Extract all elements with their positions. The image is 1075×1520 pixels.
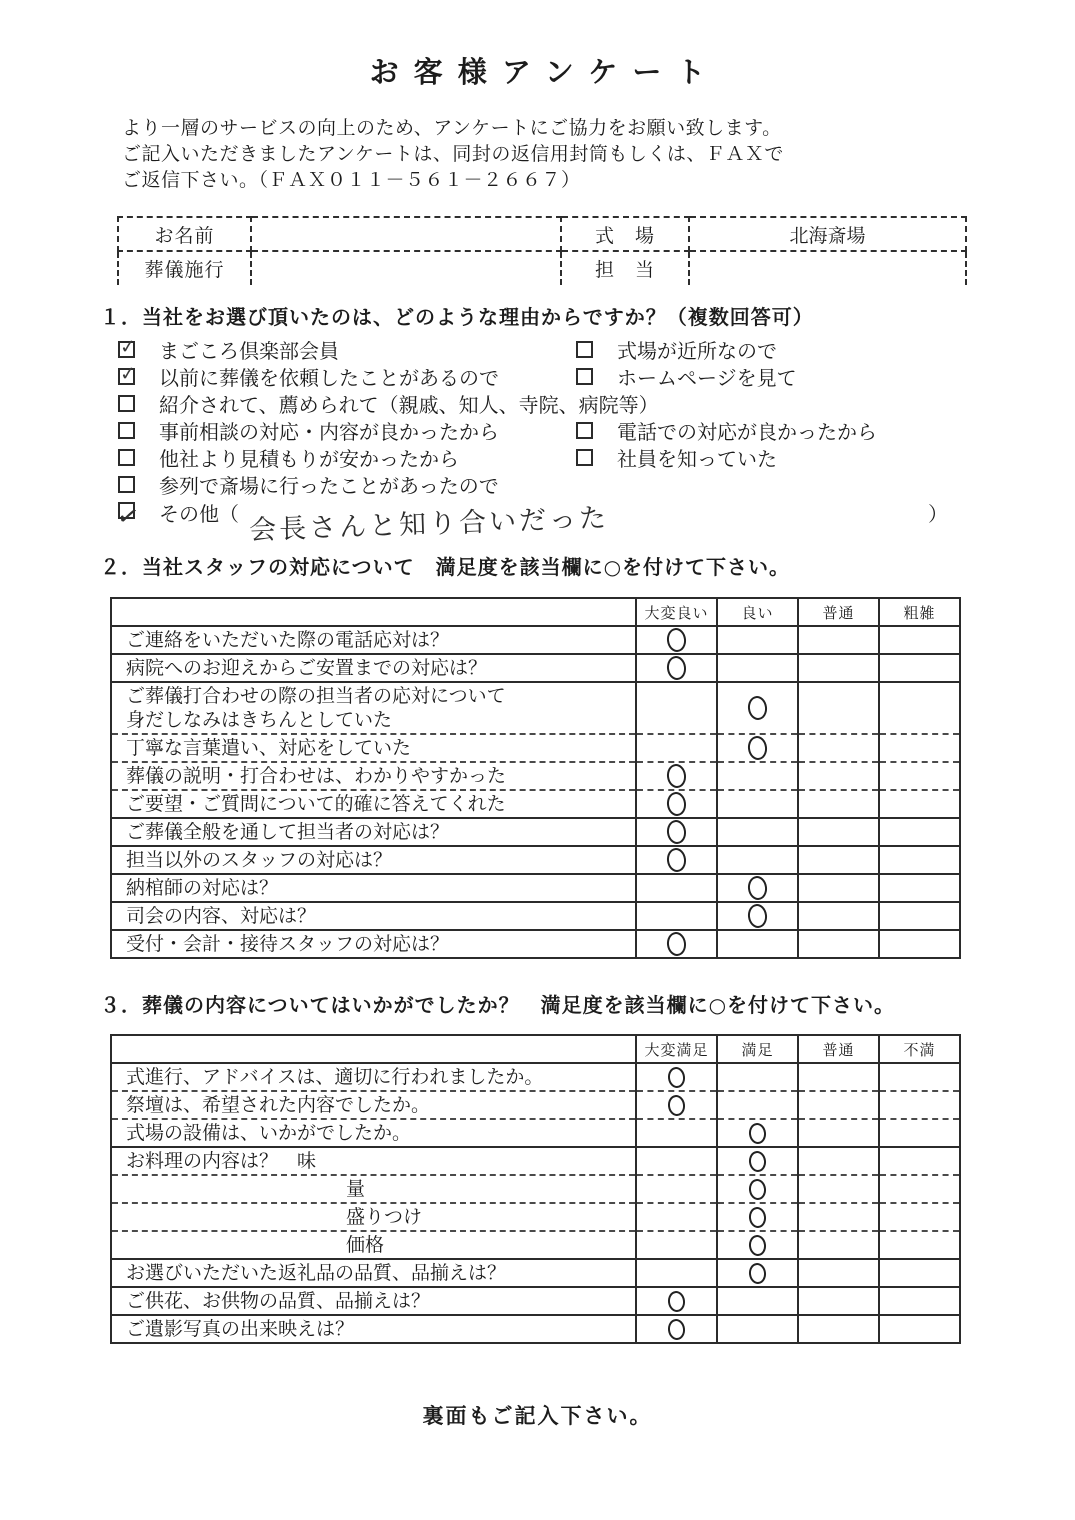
q1-option [576,335,777,364]
rating-cell[interactable] [879,1231,960,1259]
checkbox-icon[interactable] [118,362,137,386]
q1-option [576,443,777,472]
rating-cell[interactable] [798,1259,879,1287]
q1-option-label: 参列で斎場に行ったことがあったので [159,474,499,498]
circle-mark [748,1122,767,1145]
checkbox-icon[interactable] [118,395,135,412]
q1-option [118,416,576,445]
q1-option-row [114,498,948,547]
rating-cell[interactable] [636,930,717,958]
survey-row [111,654,960,682]
rating-cell[interactable] [717,790,798,818]
rating-cell[interactable] [717,762,798,790]
circle-mark [667,1318,686,1341]
rating-cell[interactable] [798,1287,879,1315]
q1-option [114,498,610,547]
circle-mark [666,847,688,873]
q1-option-label: 事前相談の対応・内容が良かったから [159,420,499,444]
survey-row [111,790,960,818]
circle-mark [748,1206,767,1229]
page-title: お客様アンケート [369,55,721,89]
rating-cell[interactable] [636,626,717,654]
rating-cell[interactable] [798,1203,879,1231]
rating-cell[interactable] [636,874,717,902]
staff-in-charge-input-area[interactable] [689,251,966,285]
rating-cell[interactable] [798,1119,879,1147]
q1-option [118,470,499,499]
q1-option-label: 以前に葬儀を依頼したことがあるので [159,366,499,390]
intro-text [122,115,1075,193]
question-cell: ご連絡をいただいた際の電話応対は？ [111,626,636,654]
funeral-execution-label: 葬儀施行 [118,251,251,285]
q1-option-row [118,444,948,471]
rating-cell[interactable] [879,682,960,734]
rating-cell[interactable] [636,762,717,790]
question-cell: 葬儀の説明・打合わせは、わかりやすかった [111,762,636,790]
q1-option-label: 他社より見積もりが安かったから [159,447,459,471]
survey-row [111,818,960,846]
closing-paren: ） [928,502,948,526]
rating-cell[interactable] [636,902,717,930]
rating-cell[interactable] [636,1259,717,1287]
rating-cell[interactable] [879,1119,960,1147]
survey-row [111,626,960,654]
rating-cell[interactable] [717,682,798,734]
rating-cell[interactable] [717,818,798,846]
rating-cell[interactable] [798,654,879,682]
name-label: お名前 [118,217,251,251]
question2-heading: ２．当社スタッフの対応について 満足度を該当欄に○を付けて下さい。 [100,555,791,579]
rating-cell[interactable] [717,930,798,958]
q1-option [118,443,576,472]
question-cell: 司会の内容、対応は？ [111,902,636,930]
q1-option-label: その他（ [159,502,239,526]
rating-cell[interactable] [879,1315,960,1343]
survey-row [111,1063,960,1091]
rating-cell[interactable] [717,1063,798,1091]
footer-note: 裏面もご記入下さい。 [422,1404,653,1428]
rating-cell[interactable] [798,930,879,958]
rating-cell[interactable] [717,1203,798,1231]
rating-cell[interactable] [717,654,798,682]
info-row [118,251,966,285]
survey-row [111,1147,960,1175]
rating-cell[interactable] [636,790,717,818]
survey-row [111,846,960,874]
circle-mark [747,875,769,901]
venue-label: 式 場 [561,217,689,251]
question-cell: ご遺影写真の出来映えは？ [126,1318,355,1340]
question-cell: ご要望・ご質問について的確に答えてくれた [111,790,636,818]
rating-cell[interactable] [798,874,879,902]
checkbox-icon[interactable] [118,476,135,493]
rating-cell[interactable] [798,790,879,818]
circle-mark [748,1178,767,1201]
rating-column-header: 大変良い [636,598,717,626]
intro-line: ご記入いただきましたアンケートは、同封の返信用封筒もしくは、ＦＡＸで [122,143,784,165]
question-cell: ご供花、お供物の品質、品揃えは？ [111,1287,636,1315]
rating-cell[interactable] [717,1287,798,1315]
question-cell: 式場の設備は、いかがでしたか。 [111,1119,636,1147]
survey-row [111,1175,960,1203]
question-cell: お選びいただいた返礼品の品質、品揃えは？ [111,1259,636,1287]
q1-option-label: 社員を知っていた [617,447,777,471]
rating-cell[interactable] [798,1063,879,1091]
circle-mark [667,1290,686,1313]
rating-cell[interactable] [879,902,960,930]
rating-cell[interactable] [717,1119,798,1147]
rating-cell[interactable] [798,1175,879,1203]
rating-cell[interactable] [717,1259,798,1287]
check-mark-icon: ✓ [114,500,142,534]
survey-row [111,1091,960,1119]
rating-cell[interactable] [879,790,960,818]
rating-cell[interactable] [636,1287,717,1315]
checkbox-icon[interactable] [118,422,135,439]
survey-row [111,1119,960,1147]
rating-cell[interactable] [798,626,879,654]
rating-cell[interactable] [879,1203,960,1231]
survey-row [111,1315,960,1343]
rating-cell[interactable] [879,1063,960,1091]
question-cell: 納棺師の対応は？ [111,874,636,902]
rating-cell[interactable] [798,1147,879,1175]
rating-cell[interactable] [879,874,960,902]
question3-heading: ３．葬儀の内容についてはいかがでしたか？ 満足度を該当欄に○を付けて下さい。 [100,993,896,1017]
question-cell: 病院へのお迎えからご安置までの対応は？ [111,654,636,682]
question-column-header-blank [111,1035,636,1063]
staff-satisfaction-table [110,597,961,959]
rating-cell[interactable] [798,902,879,930]
circle-mark [666,819,688,845]
rating-column-header: 不満 [879,1035,960,1063]
rating-cell[interactable] [879,626,960,654]
rating-cell[interactable] [879,1287,960,1315]
rating-cell[interactable] [636,1231,717,1259]
survey-row [111,902,960,930]
checkbox-icon[interactable] [114,500,142,534]
circle-mark [747,903,769,929]
rating-cell[interactable] [879,654,960,682]
rating-cell[interactable] [636,1315,717,1343]
survey-row [111,1287,960,1315]
question-column-header-blank [111,598,636,626]
rating-cell[interactable] [879,846,960,874]
check-mark-icon: ✓ [119,335,137,359]
q1-option [576,416,877,445]
circle-mark [666,763,688,789]
rating-cell[interactable] [798,1315,879,1343]
q1-option-label: まごころ倶楽部会員 [159,339,339,363]
q1-option [118,335,576,364]
rating-cell[interactable] [879,1175,960,1203]
survey-row [111,734,960,762]
question-cell: 盛りつけ [111,1203,636,1231]
q1-option [118,389,659,418]
rating-cell[interactable] [798,1091,879,1119]
q1-options [114,335,1075,547]
question-cell: 式進行、アドバイスは、適切に行われましたか。 [111,1063,636,1091]
q1-option [118,362,576,391]
q1-option [576,362,797,391]
circle-mark [666,655,688,681]
q1-option-label: 紹介されて、薦められて（親戚、知人、寺院、病院等） [159,393,659,417]
rating-cell[interactable] [798,846,879,874]
funeral-content-satisfaction-table [110,1034,961,1344]
intro-line: より一層のサービスの向上のため、アンケートにご協力をお願い致します。 [122,117,782,139]
circle-mark [667,1094,686,1117]
checkbox-icon[interactable] [576,368,593,385]
rating-cell[interactable] [636,846,717,874]
circle-mark [666,627,688,653]
checkbox-icon[interactable] [118,335,137,359]
rating-cell[interactable] [798,762,879,790]
q1-option-label: ホームページを見て [617,366,797,390]
survey-row [111,762,960,790]
question-cell: ご葬儀全般を通して担当者の対応は？ [111,818,636,846]
q1-option-label: 式場が近所なので [617,339,777,363]
checkbox-icon[interactable] [576,341,593,358]
rating-cell[interactable] [636,1063,717,1091]
q1-option-row [118,390,948,417]
rating-cell[interactable] [636,1147,717,1175]
q1-option-label: 電話での対応が良かったから [617,420,877,444]
name-input-area[interactable] [251,217,561,251]
survey-row [111,1259,960,1287]
rating-cell[interactable] [879,1147,960,1175]
staff-in-charge-label: 担 当 [561,251,689,285]
rating-cell[interactable] [798,734,879,762]
rating-cell[interactable] [879,930,960,958]
circle-mark [748,1150,767,1173]
rating-cell[interactable] [717,902,798,930]
rating-cell[interactable] [636,1119,717,1147]
rating-cell[interactable] [636,818,717,846]
question-cell: 祭壇は、希望された内容でしたか。 [111,1091,636,1119]
venue-value: 北海斎場 [689,217,966,251]
question-cell: 価格 [111,1231,636,1259]
respondent-info-table [117,216,967,285]
rating-cell[interactable] [717,874,798,902]
rating-column-header: 普通 [798,598,879,626]
survey-row [111,930,960,958]
circle-mark [667,1066,686,1089]
question1-heading: １．当社をお選び頂いたのは、どのような理由からですか？（複数回答可） [100,305,814,329]
intro-line-fax: ご返信下さい。（ＦＡＸ０１１－５６１－２６６７） [122,169,581,191]
check-mark-icon: ✓ [119,362,137,386]
circle-mark [747,735,769,761]
rating-cell[interactable] [879,762,960,790]
question-cell: 量 [111,1175,636,1203]
rating-cell[interactable] [879,1091,960,1119]
rating-header-row [111,598,960,626]
rating-cell[interactable] [717,734,798,762]
rating-column-header: 大変満足 [636,1035,717,1063]
circle-mark [748,1262,767,1285]
rating-cell[interactable] [717,1147,798,1175]
circle-mark [747,695,769,721]
rating-cell[interactable] [636,654,717,682]
rating-cell[interactable] [879,734,960,762]
rating-header-row [111,1035,960,1063]
rating-cell[interactable] [636,734,717,762]
checkbox-icon[interactable] [576,422,593,439]
checkbox-icon[interactable] [576,449,593,466]
q1-option-row [118,471,948,498]
question-cell: ご葬儀打合わせの際の担当者の応対について 身だしなみはきちんとしていた [111,682,636,734]
rating-column-header: 粗雑 [879,598,960,626]
question-cell: お料理の内容は？ 味 [111,1147,636,1175]
survey-row [111,874,960,902]
rating-column-header: 満足 [717,1035,798,1063]
question-cell: 受付・会計・接待スタッフの対応は？ [126,933,450,955]
survey-row [111,1203,960,1231]
rating-cell[interactable] [798,818,879,846]
circle-mark [666,931,688,957]
rating-column-header: 良い [717,598,798,626]
rating-cell[interactable] [717,1175,798,1203]
rating-cell[interactable] [636,682,717,734]
circle-mark [748,1234,767,1257]
info-row [118,217,966,251]
rating-cell[interactable] [717,846,798,874]
rating-cell[interactable] [879,1259,960,1287]
rating-cell[interactable] [636,1091,717,1119]
handwritten-answer: 会長さんと知り合いだった [248,502,610,547]
rating-cell[interactable] [798,682,879,734]
rating-cell[interactable] [717,1231,798,1259]
rating-cell[interactable] [636,1175,717,1203]
rating-cell[interactable] [717,626,798,654]
question-cell: 丁寧な言葉遣い、対応をしていた [111,734,636,762]
survey-row [111,1231,960,1259]
q1-option-row [118,363,948,390]
question-cell: 担当以外のスタッフの対応は？ [111,846,636,874]
circle-mark [666,791,688,817]
survey-row [111,682,960,734]
checkbox-icon[interactable] [118,449,135,466]
rating-cell[interactable] [636,1203,717,1231]
rating-cell[interactable] [879,818,960,846]
rating-cell[interactable] [717,1315,798,1343]
funeral-execution-input-area[interactable] [251,251,561,285]
rating-column-header: 普通 [798,1035,879,1063]
rating-cell[interactable] [717,1091,798,1119]
q1-option-row [118,336,948,363]
q1-option-row [118,417,948,444]
rating-cell[interactable] [798,1231,879,1259]
